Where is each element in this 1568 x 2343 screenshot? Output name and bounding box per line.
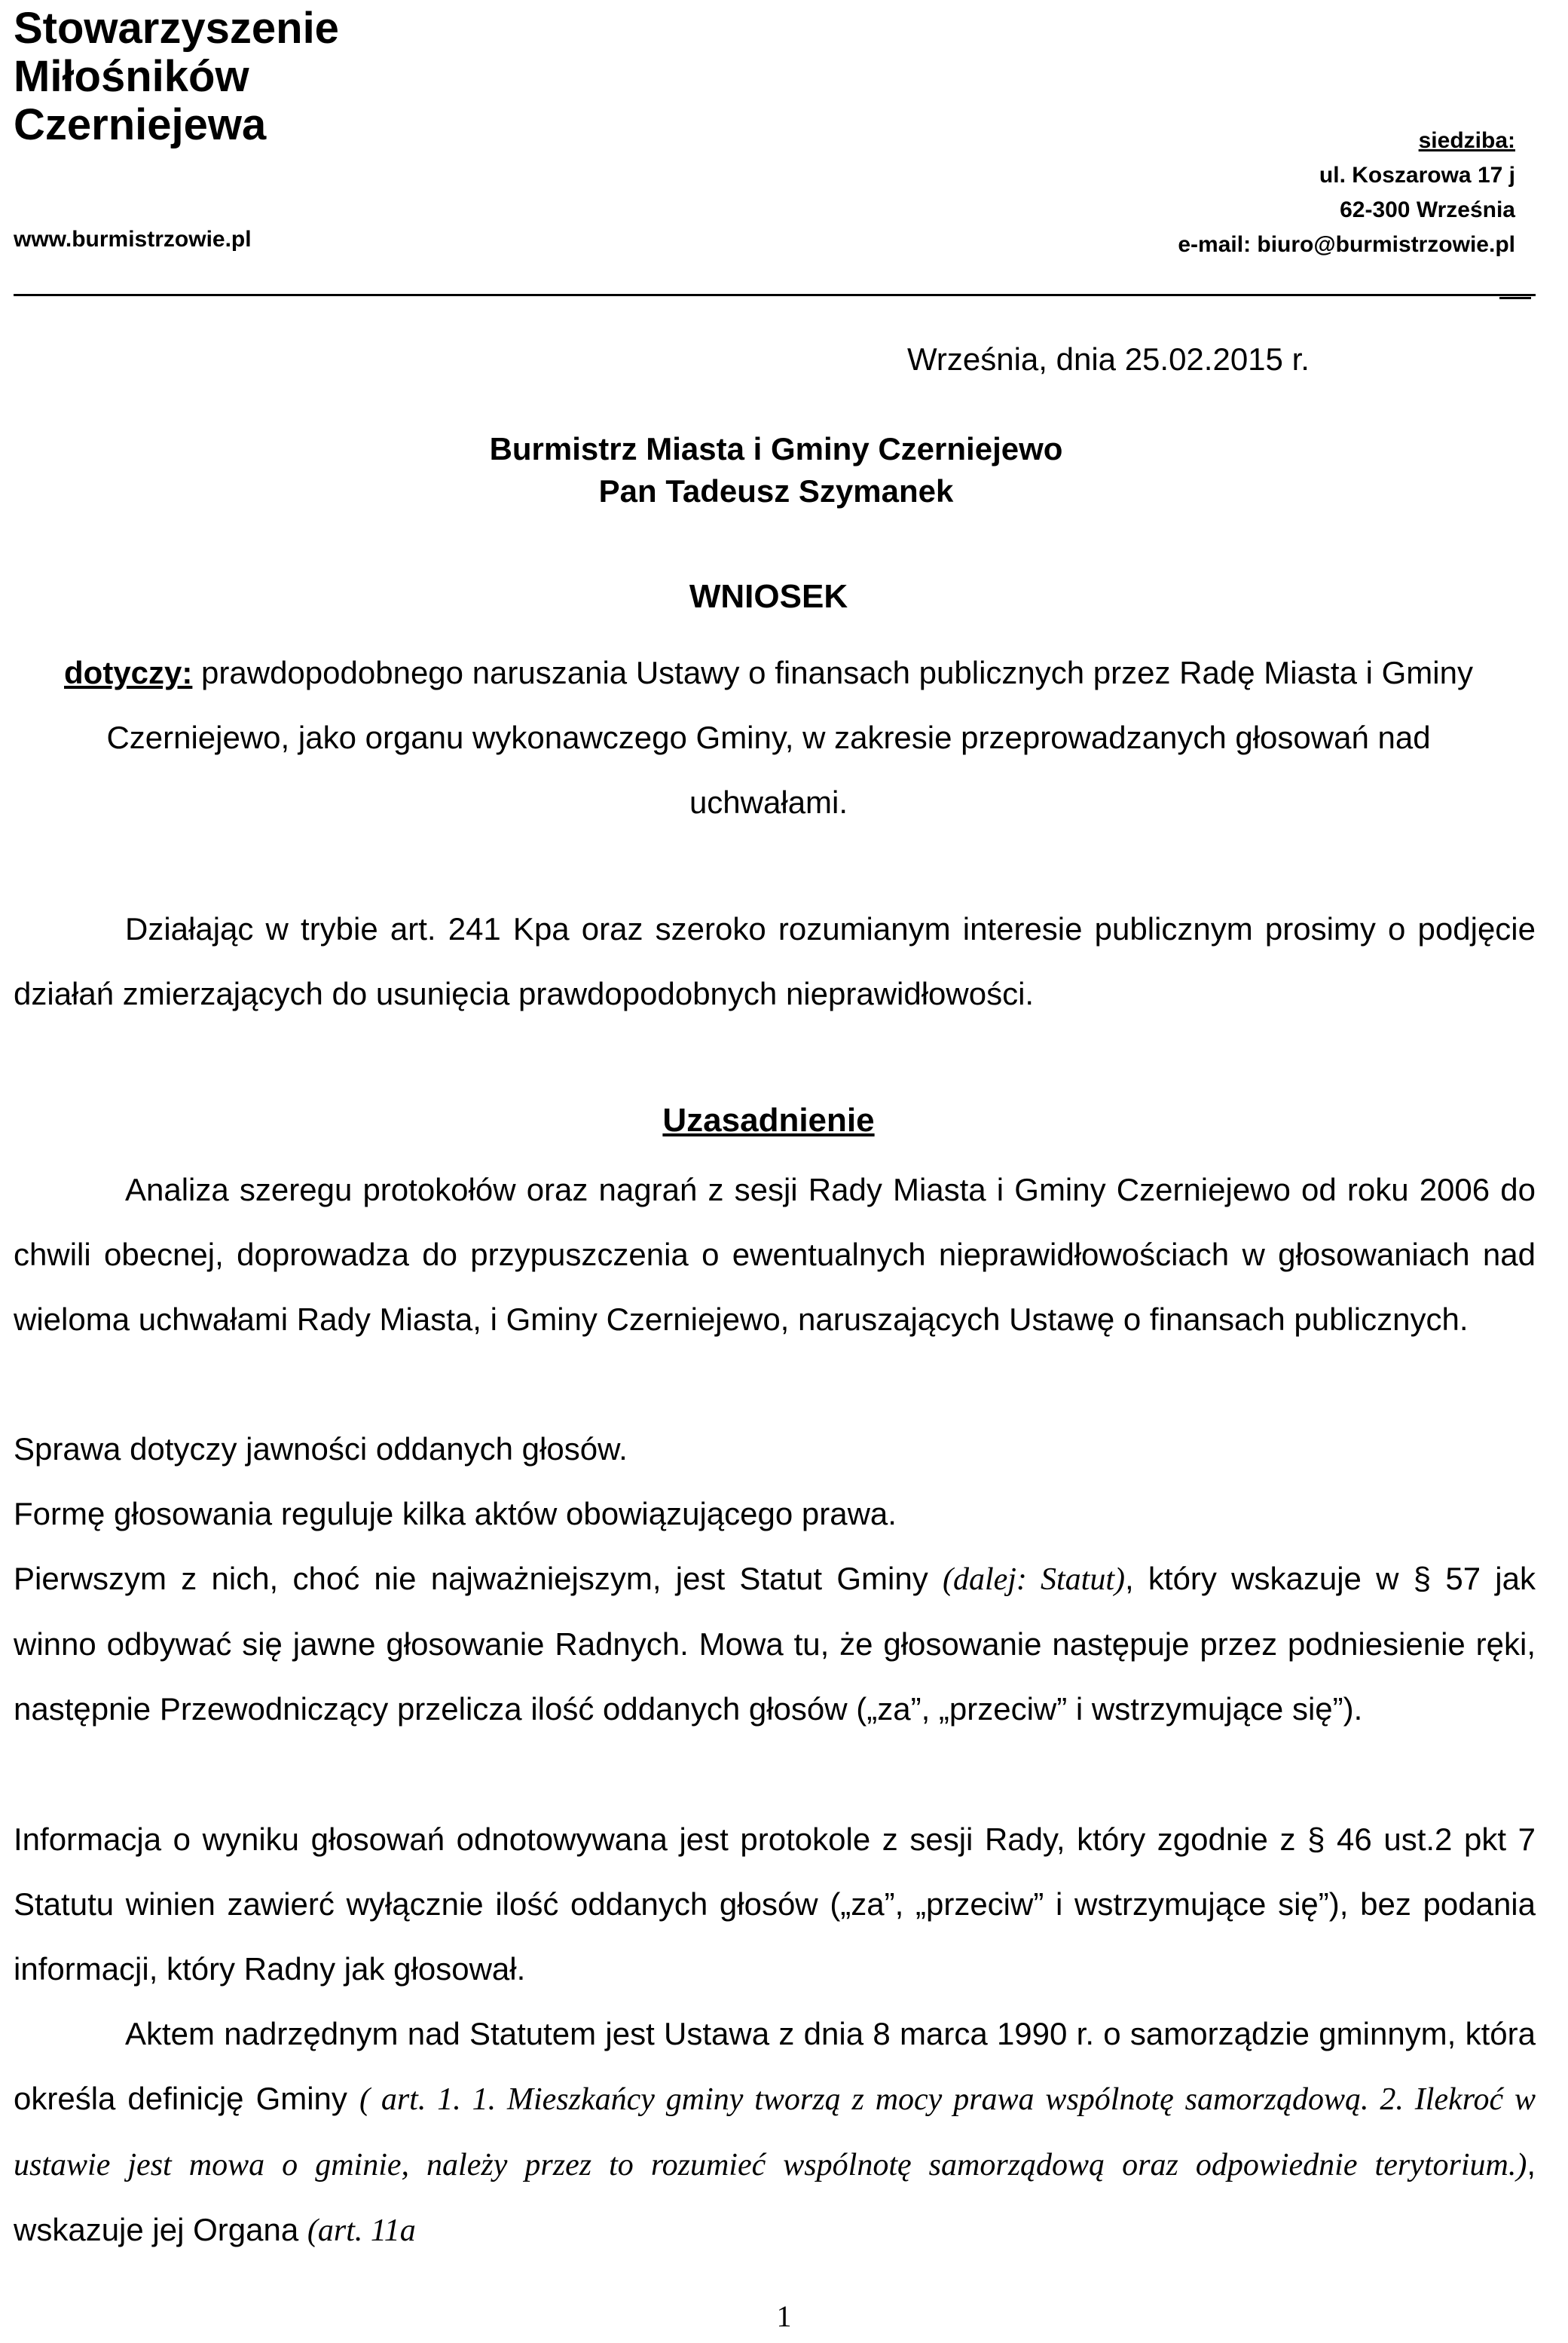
request-title: WNIOSEK (689, 578, 848, 615)
request-subject (60, 641, 1477, 835)
law-quote: ( art. 1. 1. Mieszkańcy gminy tworzą z mocy prawa wspólnotę samorządową. 2. Ilekroć w ustawie jest mowa o gminie, należy przez to rozumieć wspólnotę samorządową oraz odpowiednie terytorium.) (14, 2082, 1536, 2182)
justification-paragraph-2: Sprawa dotyczy jawności oddanych głosów. (14, 1431, 628, 1467)
header-divider (14, 294, 1536, 296)
paragraph-4-text-start: Pierwszym z nich, choć nie najważniejszym, jest Statut Gminy (14, 1561, 943, 1596)
justification-paragraph-3: Formę głosowania reguluje kilka aktów obowiązującego prawa. (14, 1496, 897, 1531)
document-date: Września, dnia 25.02.2015 r. (907, 341, 1310, 377)
recipient-block (0, 428, 1537, 512)
organization-name (14, 5, 339, 149)
email-address[interactable]: e-mail: biuro@burmistrzowie.pl (1178, 232, 1515, 257)
address-city: 62-300 Września (1340, 197, 1515, 222)
justification-paragraph-4 (14, 1546, 1536, 1742)
recipient-title: Burmistrz Miasta i Gminy Czerniejewo (489, 431, 1063, 466)
request-subject-label: dotyczy: (64, 655, 193, 690)
intro-paragraph: Działając w trybie art. 241 Kpa oraz szeroko rozumianym interesie publicznym prosimy o podjęcie działań zmierzających do usunięcia prawdopodobnych nieprawidłowości. (14, 911, 1536, 1011)
paragraph-4-text-end: , który wskazuje w § 57 jak winno odbywać się jawne głosowanie Radnych. Mowa tu, że głosowanie następuje przez podniesienie ręki, następnie Przewodniczący przelicza ilość oddanych głosów („za”, „przeciw” i wstrzymujące się”). (14, 1561, 1536, 1727)
paragraph-6-text-mid: , wskazuje jej Organa (14, 2146, 1536, 2247)
justification-paragraph-5: Informacja o wyniku głosowań odnotowywana jest protokole z sesji Rady, który zgodnie z § 46 ust.2 pkt 7 Statutu winien zawierć wyłącznie ilość oddanych głosów („za”, „przeciw” i wstrzymujące się”), bez podania informacji, który Radny jak głosował. (14, 1821, 1536, 1987)
seat-label: siedziba: (1418, 128, 1515, 153)
request-subject-text: prawdopodobnego naruszania Ustawy o finansach publicznych przez Radę Miasta i Gminy Czerniejewo, jako organu wykonawczego Gminy, w zakresie przeprowadzanych głosowań nad uchwałami. (106, 655, 1473, 820)
organization-name-line: Miłośników (14, 52, 249, 101)
recipient-name: Pan Tadeusz Szymanek (598, 473, 954, 509)
header-divider-tick (1499, 297, 1531, 299)
page-number: 1 (776, 2299, 792, 2333)
law-reference: (art. 11a (307, 2213, 416, 2248)
organization-name-line: Stowarzyszenie (14, 4, 339, 53)
address-street: ul. Koszarowa 17 j (1319, 163, 1515, 188)
paragraph-6-text-start: Aktem nadrzędnym nad Statutem jest Ustawa z dnia 8 marca 1990 r. o samorządzie gminnym, która określa definicję Gminy (14, 2016, 1536, 2116)
justification-paragraph-1: Analiza szeregu protokołów oraz nagrań z sesji Rady Miasta i Gminy Czerniejewo od roku 2006 do chwili obecnej, doprowadza do przypuszczenia o ewentualnych nieprawidłowościach w głosowaniach nad wieloma uchwałami Rady Miasta, i Gminy Czerniejewo, naruszających Ustawę o finansach publicznych. (14, 1172, 1536, 1337)
justification-paragraph-6 (14, 2002, 1536, 2263)
address-block (1178, 124, 1515, 262)
justification-heading: Uzasadnienie (662, 1102, 875, 1139)
statute-abbreviation: (dalej: Statut) (942, 1562, 1125, 1597)
organization-name-line: Czerniejewa (14, 100, 267, 149)
website-link[interactable]: www.burmistrzowie.pl (14, 227, 252, 252)
